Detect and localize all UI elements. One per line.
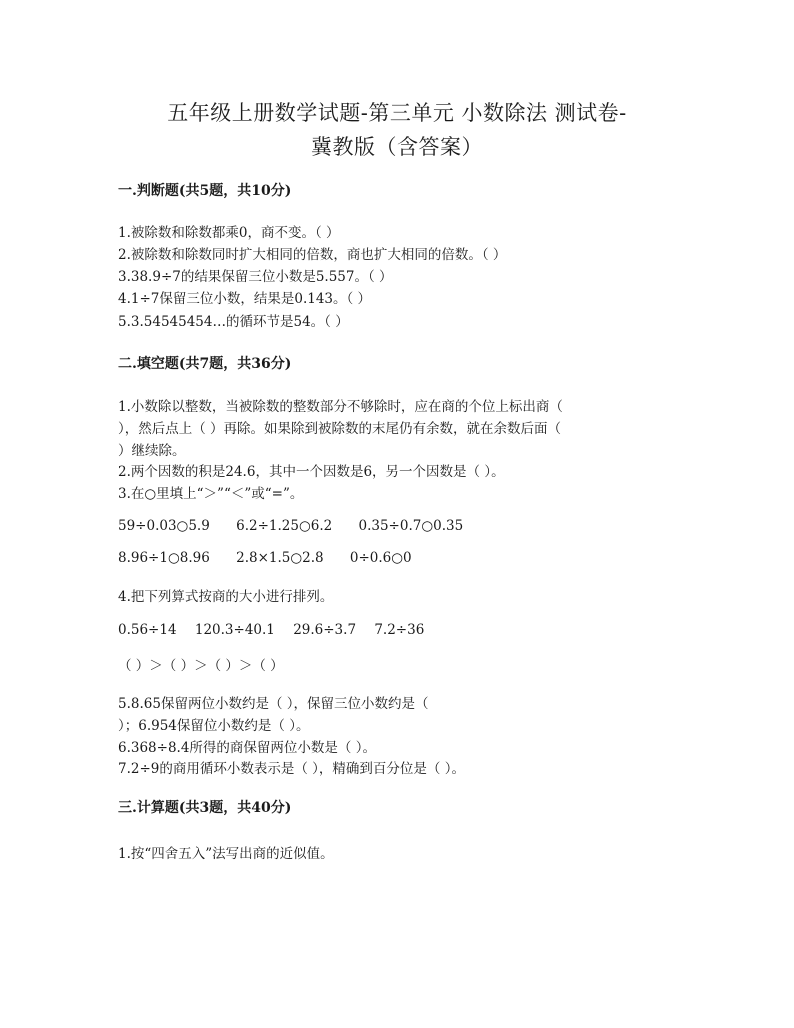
compare-expression: 0÷0.6○0: [349, 550, 412, 566]
judgment-question-1: 1.被除数和除数都乘0，商不变。（ ）: [118, 225, 340, 241]
division-expression: 0.56÷14: [118, 622, 177, 638]
section-heading-fill-in: 二.填空题(共7题，共36分): [118, 356, 292, 372]
division-expression: 29.6÷3.7: [293, 622, 357, 638]
judgment-question-5: 5.3.54545454…的循环节是54。（ ）: [118, 314, 349, 330]
division-expression: 7.2÷36: [374, 622, 425, 638]
division-expressions-row: [118, 622, 438, 638]
compare-expression: 6.2÷1.25○6.2: [236, 518, 333, 534]
compare-expression: 59÷0.03○5.9: [118, 518, 210, 534]
division-expression: 120.3÷40.1: [194, 622, 275, 638]
fill-question-7: 7.2÷9的商用循环小数表示是（ ），精确到百分位是（ ）。: [118, 761, 465, 777]
judgment-question-3: 3.38.9÷7的结果保留三位小数是5.557。（ ）: [118, 269, 393, 285]
compare-row-2: [118, 550, 434, 566]
compare-expression: 2.8×1.5○2.8: [236, 550, 324, 566]
compare-expression: 8.96÷1○8.96: [118, 550, 210, 566]
ordering-blanks: （ ）＞（ ）＞（ ）＞（ ）: [118, 658, 284, 674]
fill-question-5-line-1: 5.8.65保留两位小数约是（ ），保留三位小数约是（: [118, 696, 429, 712]
fill-question-1-line-1: 1.小数除以整数，当被除数的整数部分不够除时，应在商的个位上标出商（: [118, 399, 563, 415]
compare-row-1: [118, 518, 485, 534]
page-title-line-2: 冀教版（含答案）: [311, 135, 483, 159]
fill-question-2: 2.两个因数的积是24.6，其中一个因数是6，另一个因数是（ ）。: [118, 464, 505, 480]
section-heading-calculation: 三.计算题(共3题，共40分): [118, 800, 292, 816]
fill-question-1-line-2: ），然后点上（ ）再除。如果除到被除数的末尾仍有余数，就在余数后面（: [118, 421, 562, 437]
judgment-question-2: 2.被除数和除数同时扩大相同的倍数，商也扩大相同的倍数。（ ）: [118, 247, 507, 263]
compare-expression: 0.35÷0.7○0.35: [358, 518, 464, 534]
fill-question-6: 6.368÷8.4所得的商保留两位小数是（ ）。: [118, 740, 376, 756]
calc-question-1: 1.按“四舍五入”法写出商的近似值。: [118, 846, 334, 862]
judgment-question-4: 4.1÷7保留三位小数，结果是0.143。（ ）: [118, 291, 372, 307]
fill-question-4: 4.把下列算式按商的大小进行排列。: [118, 589, 334, 605]
fill-question-3: 3.在○里填上“＞”“＜”或“=”。: [118, 486, 304, 502]
section-heading-judgment: 一.判断题(共5题，共10分): [118, 183, 292, 199]
page-title-line-1: 五年级上册数学试题-第三单元 小数除法 测试卷-: [167, 101, 627, 125]
fill-question-1-line-3: ）继续除。: [118, 443, 186, 459]
fill-question-5-line-2: ）；6.954保留位小数约是（ ）。: [118, 718, 310, 734]
